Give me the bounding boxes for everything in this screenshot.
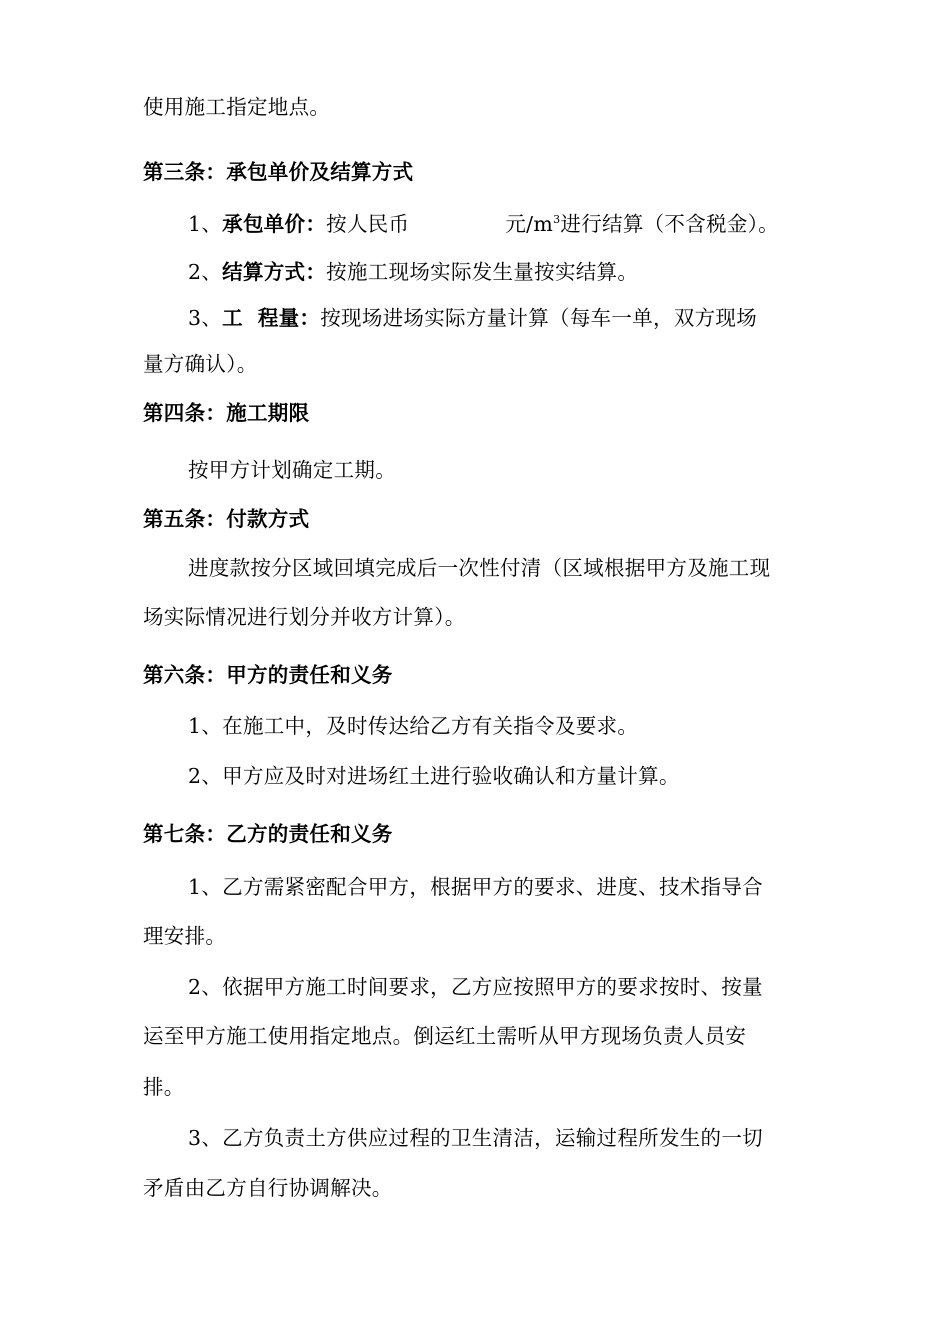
clause-7-3: 3、乙方负责土方供应过程的卫生清洁，运输过程所发生的一切 [188, 1126, 763, 1150]
clause-text: 按施工现场实际发生量按实结算。 [326, 260, 639, 284]
clause-text: 元/m [505, 212, 554, 236]
clause-3-2 [188, 258, 818, 286]
paragraph-line: 矛盾由乙方自行协调解决。 [143, 1176, 393, 1200]
paragraph-line: 排。 [143, 1075, 185, 1099]
clause-7-1: 1、乙方需紧密配合甲方，根据甲方的要求、进度、技术指导合 [188, 875, 763, 899]
clause-number: 2、 [188, 260, 223, 284]
clause-number: 1、 [188, 212, 223, 236]
clause-label: 结算方式： [222, 260, 327, 284]
clause-3-1 [188, 210, 818, 238]
clause-6-2: 2、甲方应及时对进场红土进行验收确认和方量计算。 [188, 764, 680, 788]
clause-label: 工 程量： [222, 306, 321, 330]
section-heading-6: 第六条：甲方的责任和义务 [143, 663, 393, 687]
paragraph-line: 使用施工指定地点。 [143, 95, 331, 119]
superscript: 3 [553, 213, 561, 227]
paragraph-line: 进度款按分区域回填完成后一次性付清（区域根据甲方及施工现 [188, 556, 771, 580]
paragraph-line: 按甲方计划确定工期。 [188, 458, 396, 482]
clause-7-2: 2、依据甲方施工时间要求，乙方应按照甲方的要求按时、按量 [188, 975, 763, 999]
clause-text: 按现场进场实际方量计算（每车一单，双方现场 [320, 306, 758, 330]
section-heading-4: 第四条：施工期限 [143, 401, 310, 425]
paragraph-line: 量方确认）。 [143, 352, 258, 376]
clause-label: 承包单价： [222, 212, 327, 236]
section-heading-7: 第七条：乙方的责任和义务 [143, 822, 393, 846]
clause-6-1: 1、在施工中，及时传达给乙方有关指令及要求。 [188, 714, 639, 738]
clause-text: 按人民币 [326, 212, 410, 236]
section-heading-3: 第三条：承包单价及结算方式 [143, 160, 414, 184]
section-heading-5: 第五条：付款方式 [143, 507, 310, 531]
clause-number: 3、 [188, 306, 223, 330]
paragraph-line: 运至甲方施工使用指定地点。倒运红土需听从甲方现场负责人员安 [143, 1024, 747, 1048]
paragraph-line: 场实际情况进行划分并收方计算）。 [143, 605, 466, 629]
clause-3-3 [188, 304, 818, 332]
clause-text: 进行结算（不含税金）。 [560, 212, 779, 236]
paragraph-line: 理安排。 [143, 924, 227, 948]
